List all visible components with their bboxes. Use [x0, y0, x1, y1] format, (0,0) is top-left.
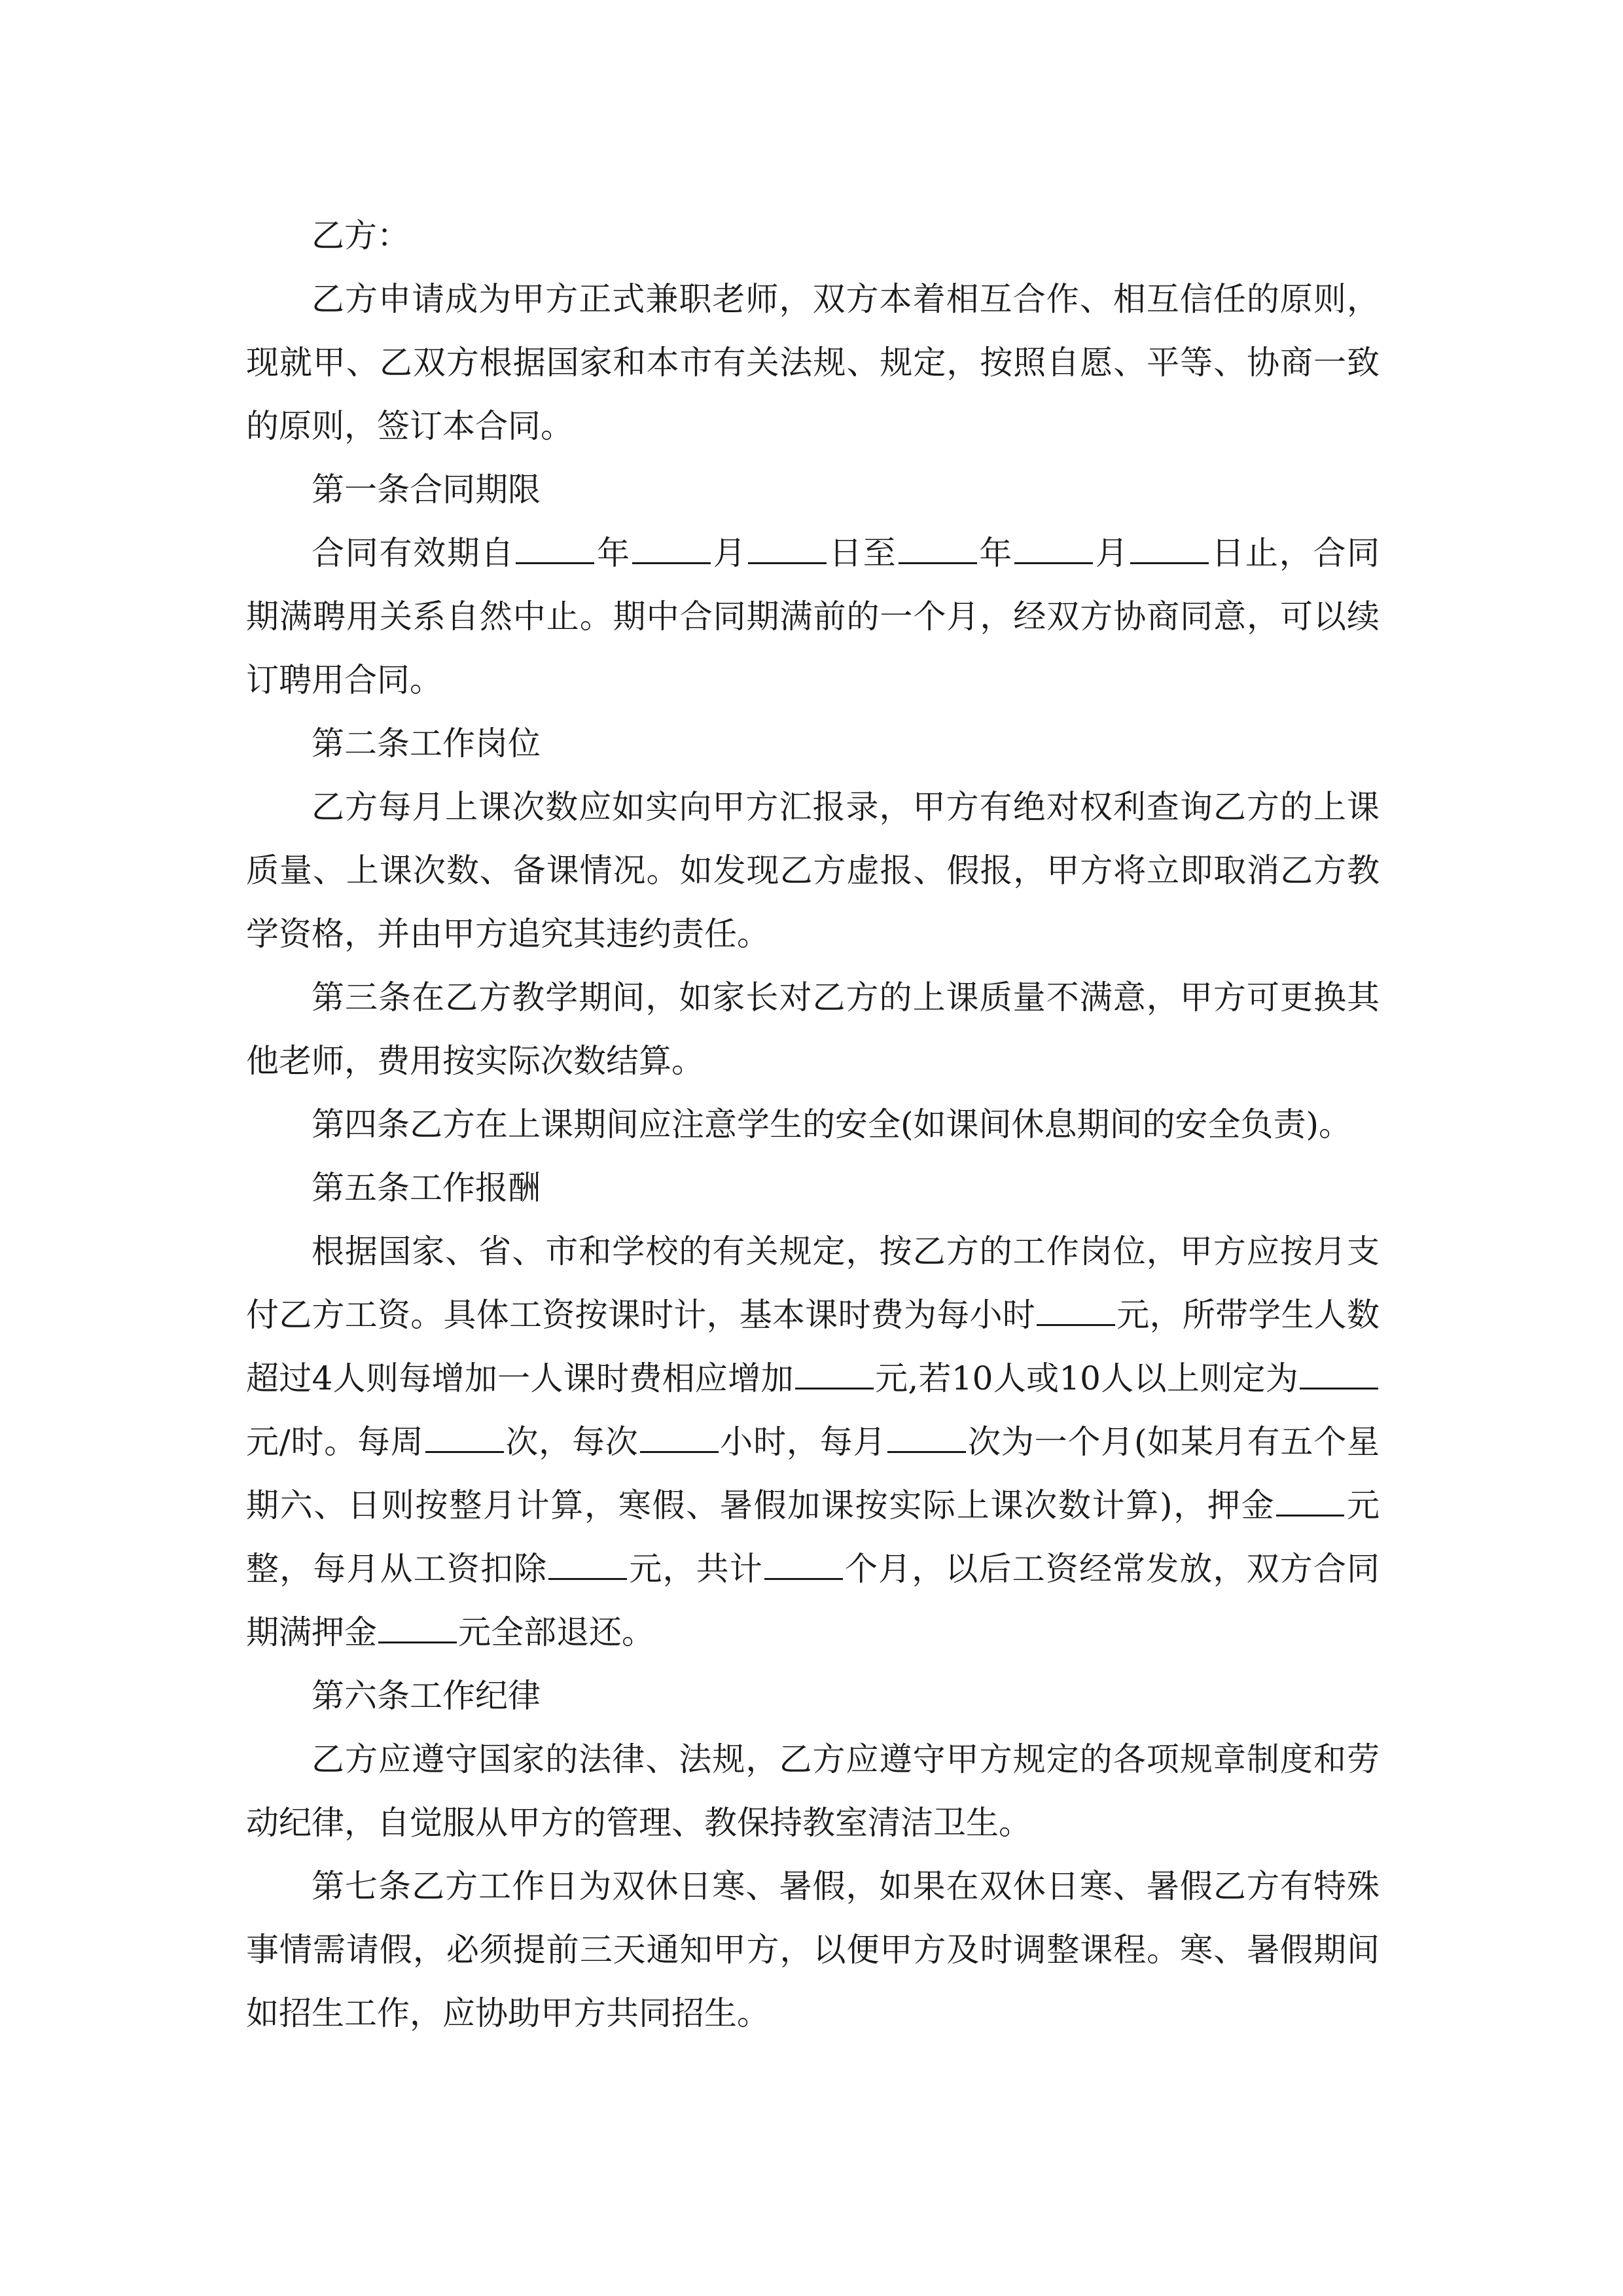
blank-start-month	[632, 536, 711, 564]
article-3-paragraph: 第三条在乙方教学期间，如家长对乙方的上课质量不满意，甲方可更换其他老师，费用按实际次数结算。	[246, 978, 1380, 1080]
article-1-text-start: 合同有效期自	[312, 534, 515, 572]
blank-end-year	[899, 536, 977, 564]
article-1-body	[246, 522, 1380, 712]
article-1-year-label-1: 年	[596, 534, 631, 572]
blank-group-rate	[1300, 1361, 1378, 1390]
article-1-text-end: 日止，合同期满聘用关系自然中止。期中合同期满前的一个月，经双方协商同意，可以续订聘用合同。	[246, 534, 1380, 699]
blank-hours-per-session	[640, 1425, 719, 1453]
article-2-body: 乙方每月上课次数应如实向甲方汇报录，甲方有绝对权利查询乙方的上课质量、上课次数、备课情况。如发现乙方虚报、假报，甲方将立即取消乙方教学资格，并由甲方追究其违约责任。	[246, 788, 1380, 953]
article-5-text-11: 元全部退还。	[458, 1613, 654, 1651]
article-5-text-8: 元整，每月从工资扣除	[246, 1486, 1380, 1588]
blank-hourly-rate	[1037, 1298, 1115, 1326]
article-5-text-4: 元/时。每周	[246, 1423, 424, 1461]
blank-deposit-refund	[378, 1615, 457, 1643]
article-6-title: 第六条工作纪律	[312, 1677, 541, 1715]
blank-sessions-per-month	[887, 1425, 966, 1453]
article-5-body	[246, 1220, 1380, 1664]
article-1-year-label-2: 年	[978, 534, 1013, 572]
article-7-paragraph: 第七条乙方工作日为双休日寒、暑假，如果在双休日寒、暑假乙方有特殊事情需请假，必须提前三天通知甲方，以便甲方及时调整课程。寒、暑假期间如招生工作，应协助甲方共同招生。	[246, 1867, 1380, 2032]
blank-start-day	[748, 536, 827, 564]
contract-body	[246, 204, 1380, 2045]
article-5-title: 第五条工作报酬	[312, 1169, 541, 1207]
article-1-month-label-1: 月	[711, 534, 747, 572]
article-5-text-9: 元，共计	[628, 1550, 763, 1588]
article-5-text-1: 根据国家、省、市和学校的有关规定，按乙方的工作岗位，甲方应按月支付乙方工资。具体工资按课时计，基本课时费为每小时	[246, 1232, 1380, 1334]
article-5-text-3: 元,若10人或10人以上则定为	[874, 1359, 1299, 1397]
article-4-paragraph: 第四条乙方在上课期间应注意学生的安全(如课间休息期间的安全负责)。	[312, 1105, 1352, 1143]
article-1-month-label-2: 月	[1094, 534, 1130, 572]
blank-per-student-increase	[795, 1361, 874, 1390]
blank-deposit	[1276, 1488, 1344, 1516]
article-1-day-label-1: 日至	[828, 534, 897, 572]
blank-monthly-deduction	[548, 1552, 627, 1580]
article-5-text-5: 次，每次	[505, 1423, 639, 1461]
blank-deduction-months	[764, 1552, 843, 1580]
intro-paragraph: 乙方申请成为甲方正式兼职老师，双方本着相互合作、相互信任的原则，现就甲、乙双方根据国家和本市有关法规、规定，按照自愿、平等、协商一致的原则，签订本合同。	[246, 280, 1380, 445]
blank-end-day	[1130, 536, 1209, 564]
article-5-text-7: 次为一个月(如某月有五个星期六、日则按整月计算，寒假、暑假加课按实际上课次数计算)，押金	[246, 1423, 1380, 1524]
article-5-text-10: 个月，以后工资经常发放，双方合同期满押金	[246, 1550, 1380, 1651]
article-1-title: 第一条合同期限	[312, 471, 541, 509]
article-5-text-2: 元，所带学生人数超过4人则每增加一人课时费相应增加	[246, 1296, 1380, 1397]
party-b-label: 乙方：	[312, 217, 410, 255]
article-2-title: 第二条工作岗位	[312, 725, 541, 762]
article-6-body: 乙方应遵守国家的法律、法规，乙方应遵守甲方规定的各项规章制度和劳动纪律，自觉服从甲方的管理、教保持教室清洁卫生。	[246, 1740, 1380, 1842]
blank-end-month	[1014, 536, 1093, 564]
article-5-text-6: 小时，每月	[719, 1423, 887, 1461]
blank-sessions-per-week	[425, 1425, 504, 1453]
blank-start-year	[516, 536, 594, 564]
